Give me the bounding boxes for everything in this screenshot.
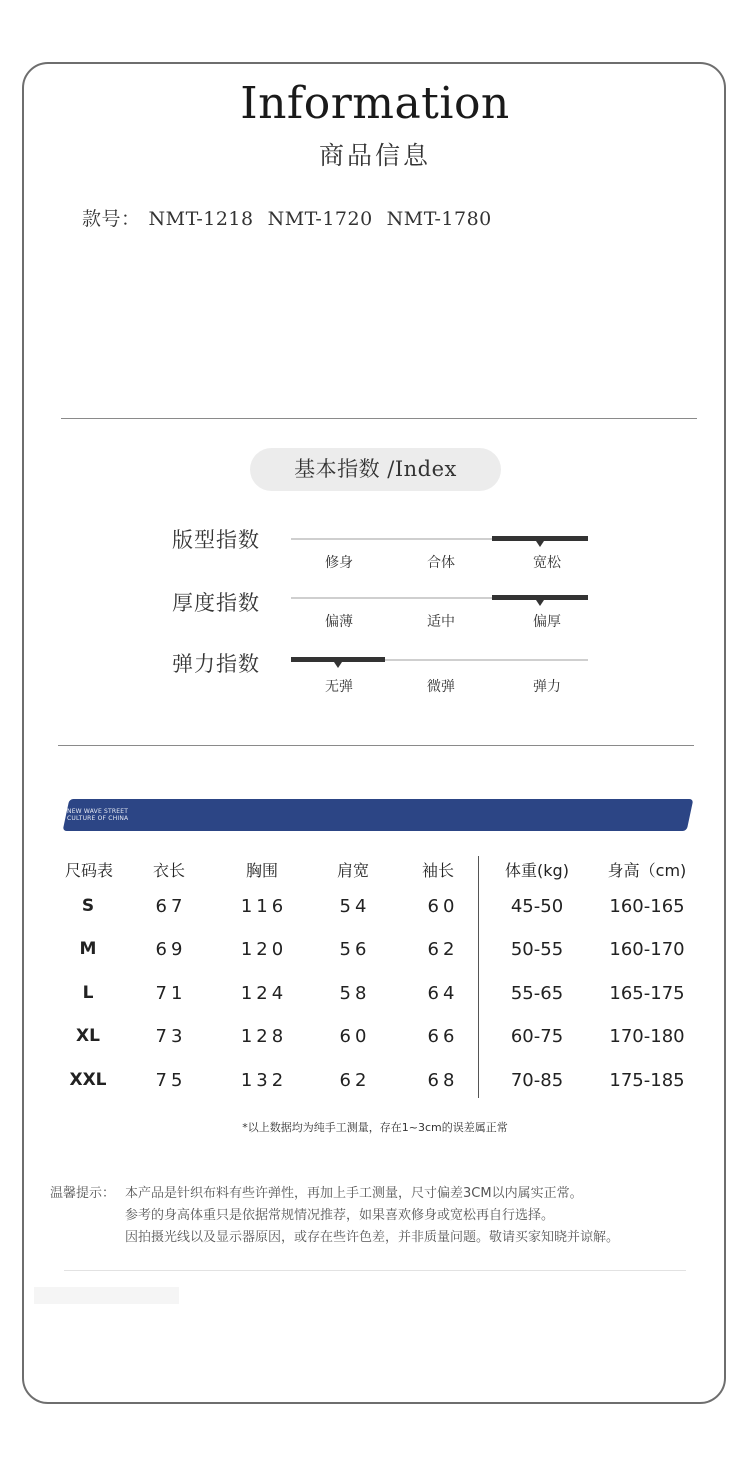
thickness-index-marker bbox=[536, 600, 544, 606]
divider bbox=[61, 418, 697, 419]
cell-sleeve: 64 bbox=[427, 983, 459, 1004]
column-header: 衣长 bbox=[152, 861, 185, 880]
model-code: NMT-1780 bbox=[386, 208, 492, 230]
elasticity-option: 微弹 bbox=[427, 679, 455, 695]
tips-line: 参考的身高体重只是依据常规情况推荐，如果喜欢修身或宽松再自行选择。 bbox=[125, 1208, 555, 1223]
cell-height: 170-180 bbox=[609, 1026, 685, 1047]
cell-weight: 60-75 bbox=[510, 1026, 564, 1047]
cell-shoulder: 60 bbox=[339, 1026, 371, 1047]
cell-weight: 70-85 bbox=[510, 1070, 564, 1091]
measurement-footnote: *以上数据均为纯手工测量，存在1~3cm的误差属正常 bbox=[242, 1121, 508, 1134]
tips-line: 因拍摄光线以及显示器原因，或存在些许色差，并非质量问题。敬请买家知晓并谅解。 bbox=[125, 1230, 620, 1245]
cell-chest: 120 bbox=[240, 939, 288, 960]
cell-size: XL bbox=[76, 1026, 100, 1046]
cell-shoulder: 62 bbox=[339, 1070, 371, 1091]
size-chart-banner bbox=[63, 799, 694, 831]
thickness-option: 偏薄 bbox=[325, 614, 353, 630]
cell-size: S bbox=[81, 896, 95, 916]
fit-option: 修身 bbox=[325, 555, 353, 571]
cell-weight: 55-65 bbox=[510, 983, 564, 1004]
model-code: NMT-1218 bbox=[148, 208, 254, 230]
fit-index-scale bbox=[291, 538, 588, 540]
column-header: 袖长 bbox=[421, 861, 454, 880]
cell-shoulder: 54 bbox=[339, 896, 371, 917]
elasticity-index-marker bbox=[334, 662, 342, 668]
cell-length: 75 bbox=[155, 1070, 187, 1091]
thickness-option: 适中 bbox=[427, 614, 455, 630]
divider bbox=[58, 745, 694, 746]
model-numbers bbox=[82, 204, 506, 231]
column-header: 体重(kg) bbox=[505, 861, 569, 880]
cell-height: 175-185 bbox=[609, 1070, 685, 1091]
fit-option: 合体 bbox=[427, 555, 455, 571]
cell-sleeve: 66 bbox=[427, 1026, 459, 1047]
banner-line: CULTURE OF CHINA bbox=[67, 815, 129, 822]
cell-chest: 132 bbox=[240, 1070, 288, 1091]
cell-shoulder: 56 bbox=[339, 939, 371, 960]
cell-chest: 116 bbox=[240, 896, 288, 917]
column-header: 胸围 bbox=[245, 861, 278, 880]
cell-chest: 124 bbox=[240, 983, 288, 1004]
cell-length: 73 bbox=[155, 1026, 187, 1047]
thickness-option: 偏厚 bbox=[533, 614, 561, 630]
cell-height: 160-165 bbox=[609, 896, 685, 917]
cell-sleeve: 62 bbox=[427, 939, 459, 960]
elasticity-option: 无弹 bbox=[325, 679, 353, 695]
fit-index-label: 版型指数 bbox=[172, 528, 260, 552]
cell-weight: 45-50 bbox=[510, 896, 564, 917]
elasticity-option: 弹力 bbox=[533, 679, 561, 695]
cell-height: 160-170 bbox=[609, 939, 685, 960]
fit-option: 宽松 bbox=[533, 555, 561, 571]
cell-length: 67 bbox=[155, 896, 187, 917]
cell-shoulder: 58 bbox=[339, 983, 371, 1004]
table-separator bbox=[478, 856, 479, 1098]
cell-length: 71 bbox=[155, 983, 187, 1004]
banner-caption bbox=[67, 808, 128, 822]
banner-line: NEW WAVE STREET bbox=[67, 808, 129, 815]
model-label: 款号： bbox=[82, 208, 141, 230]
elasticity-index-label: 弹力指数 bbox=[172, 652, 260, 676]
elasticity-index-scale bbox=[291, 659, 588, 661]
cell-size: XXL bbox=[69, 1070, 107, 1090]
placeholder-block bbox=[34, 1287, 179, 1304]
model-code: NMT-1720 bbox=[267, 208, 373, 230]
title-english: Information bbox=[240, 78, 510, 129]
fit-index-marker bbox=[536, 541, 544, 547]
index-heading: 基本指数 /Index bbox=[250, 448, 501, 491]
cell-sleeve: 60 bbox=[427, 896, 459, 917]
thickness-index-label: 厚度指数 bbox=[172, 591, 260, 615]
divider bbox=[64, 1270, 686, 1271]
column-header: 尺码表 bbox=[64, 861, 113, 880]
column-header: 肩宽 bbox=[336, 861, 369, 880]
cell-length: 69 bbox=[155, 939, 187, 960]
cell-height: 165-175 bbox=[609, 983, 685, 1004]
tips-line: 本产品是针织布料有些许弹性，再加上手工测量，尺寸偏差3CM以内属实正常。 bbox=[125, 1186, 583, 1201]
title-chinese: 商品信息 bbox=[318, 141, 431, 170]
cell-size: M bbox=[79, 939, 97, 959]
cell-sleeve: 68 bbox=[427, 1070, 459, 1091]
column-header: 身高（cm) bbox=[607, 861, 687, 880]
thickness-index-scale bbox=[291, 597, 588, 599]
tips-label: 温馨提示： bbox=[50, 1186, 116, 1201]
cell-chest: 128 bbox=[240, 1026, 288, 1047]
cell-weight: 50-55 bbox=[510, 939, 564, 960]
cell-size: L bbox=[82, 983, 94, 1003]
